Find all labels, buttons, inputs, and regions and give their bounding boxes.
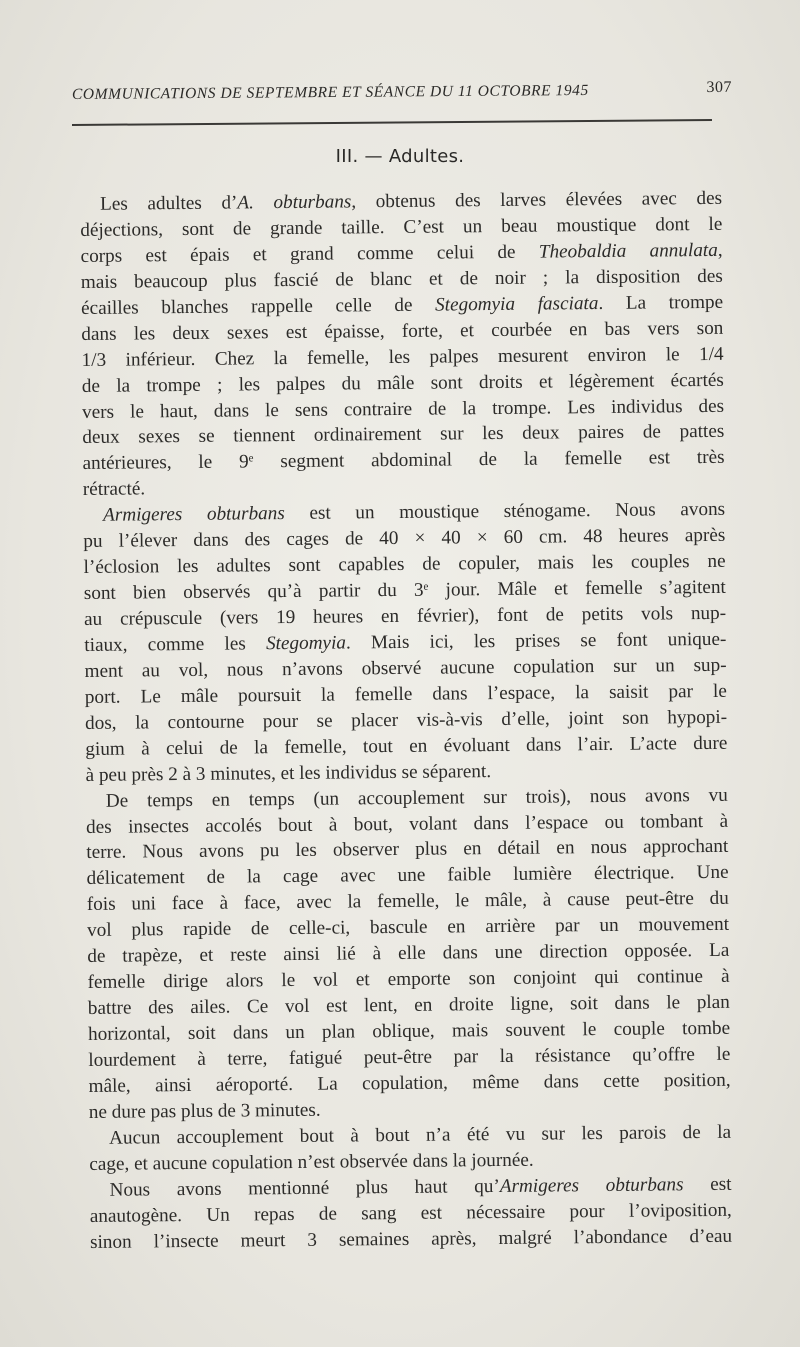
text-run: lourdement à terre, fatigué peut-être par la résistance qu’offre le (88, 1043, 731, 1071)
text-run: gium à celui de la femelle, tout en évoluant dans l’air. L’acte dure (85, 732, 728, 760)
italic-text: Stegomyia fasciata (434, 292, 599, 316)
text-run: ne dure pas plus de 3 minutes. (88, 1099, 321, 1123)
text-run: sinon l’insecte meurt 3 semaines après, malgré l’abondance d’eau (89, 1225, 733, 1253)
italic-text: Stegomyia (265, 632, 347, 655)
section-heading: III. — Adultes. (335, 146, 465, 167)
text-run: vers le haut, dans le sens contraire de la trompe. Les individus des (82, 395, 725, 423)
text-run: 1/3 inférieur. Chez la femelle, les palpes mesurent environ le 1/4 (81, 343, 724, 371)
text-run: tiaux, comme les (84, 633, 267, 656)
text-run: De temps en temps (un accouplement sur trois), nous avons vu (105, 784, 728, 812)
text-run: cage, et aucune copulation n’est observée dans la journée. (89, 1149, 534, 1175)
text-run: de trapèze, et reste ainsi lié à elle dans une direction opposée. La (87, 939, 730, 968)
text-run: horizontal, soit dans un plan oblique, mais souvent le couple tombe (87, 1017, 731, 1045)
text-run: au crépuscule (vers 19 heures en février), font de petits vols nup- (84, 602, 727, 630)
text-run: deux sexes se tiennent ordinairement sur les deux paires de pattes (82, 421, 725, 449)
text-run: est un moustique sténogame. Nous avons (284, 499, 726, 525)
text-run: mâle, ainsi aéroporté. La copulation, même dans cette position, (88, 1069, 731, 1097)
text-run: segment abdominal de la femelle est très (253, 447, 725, 473)
text-run: , (717, 239, 723, 261)
italic-text: Armigeres obturbans (103, 503, 285, 527)
text-run: battre des ailes. Ce vol est lent, en droite ligne, soit dans le plan (87, 991, 730, 1020)
header-rule (72, 119, 712, 126)
text-run: pu l’élever dans des cages de 40 × 40 × 60 cm. 48 heures après (83, 525, 726, 553)
text-run: mais beaucoup plus fascié de blanc et de noir ; la disposition des (80, 265, 723, 293)
text-run: anautogène. Un repas de sang est nécessaire pour l’oviposition, (89, 1199, 732, 1227)
italic-text: Theobaldia annulata (538, 239, 718, 263)
text-run: corps est épais et grand comme celui de (80, 241, 539, 267)
text-run: écailles blanches rappelle celle de (81, 294, 436, 319)
text-run: , obtenus des larves élevées avec des (351, 187, 723, 213)
text-run: fois uni face à face, avec la femelle, le mâle, à cause peut-être du (86, 888, 729, 916)
text-run: Les adultes d’ (100, 192, 238, 215)
text-run: des insectes accolés bout à bout, volant dans l’espace ou tombant à (85, 810, 729, 838)
superscript: e (423, 580, 429, 593)
body-text (80, 186, 732, 1256)
italic-text: A. obturbans (237, 191, 352, 214)
text-run: dans les deux sexes est épaisse, forte, et courbée en bas vers son (81, 317, 724, 345)
text-run: . La trompe (598, 291, 724, 314)
text-run: délicatement de la cage avec une faible lumière électrique. Une (86, 862, 729, 890)
running-head (72, 79, 732, 108)
text-run: antérieures, le 9 (82, 451, 249, 475)
text-run: femelle dirige alors le vol et emporte son conjoint qui continue à (87, 965, 730, 994)
text-run: jour. Mâle et femelle s’agitent (428, 576, 726, 601)
text-run: de la trompe ; les palpes du mâle sont droits et légèrement écartés (81, 369, 724, 397)
text-line (90, 1223, 732, 1255)
text-run: l’éclosion les adultes sont capables de copuler, mais les couples ne (83, 550, 726, 579)
text-run: . Mais ici, les prises se font unique- (345, 628, 727, 654)
text-run: sont bien observés qu’à partir du 3 (83, 579, 424, 605)
italic-text: Armigeres obturbans (499, 1173, 684, 1197)
text-run: dos, la contourne pour se placer vis-à-vis d’elle, joint son hypopi- (84, 706, 728, 734)
text-run: ment au vol, nous n’avons observé aucune copulation sur un sup- (84, 654, 727, 682)
text-run: terre. Nous avons pu les observer plus en détail en nous approchant (86, 836, 729, 864)
superscript: e (248, 452, 254, 465)
text-run: Aucun accouplement bout à bout n’a été vu sur les parois de la (108, 1121, 732, 1149)
page-number: 307 (706, 78, 733, 97)
text-run: est (683, 1173, 732, 1195)
text-run: déjections, sont de grande taille. C’est un beau moustique dont le (80, 213, 723, 241)
text-run: rétracté. (82, 478, 146, 501)
text-run: vol plus rapide de celle-ci, bascule en arrière par un mouvement (86, 914, 730, 942)
text-run: Nous avons mentionné plus haut qu’ (109, 1175, 500, 1201)
running-head-title: COMMUNICATIONS DE SEPTEMBRE ET SÉANCE DU 11 OCTOBRE 1945 (71, 81, 589, 103)
text-run: port. Le mâle poursuit la femelle dans l’espace, la saisit par le (84, 680, 727, 708)
text-run: à peu près 2 à 3 minutes, et les individus se séparent. (85, 760, 492, 786)
